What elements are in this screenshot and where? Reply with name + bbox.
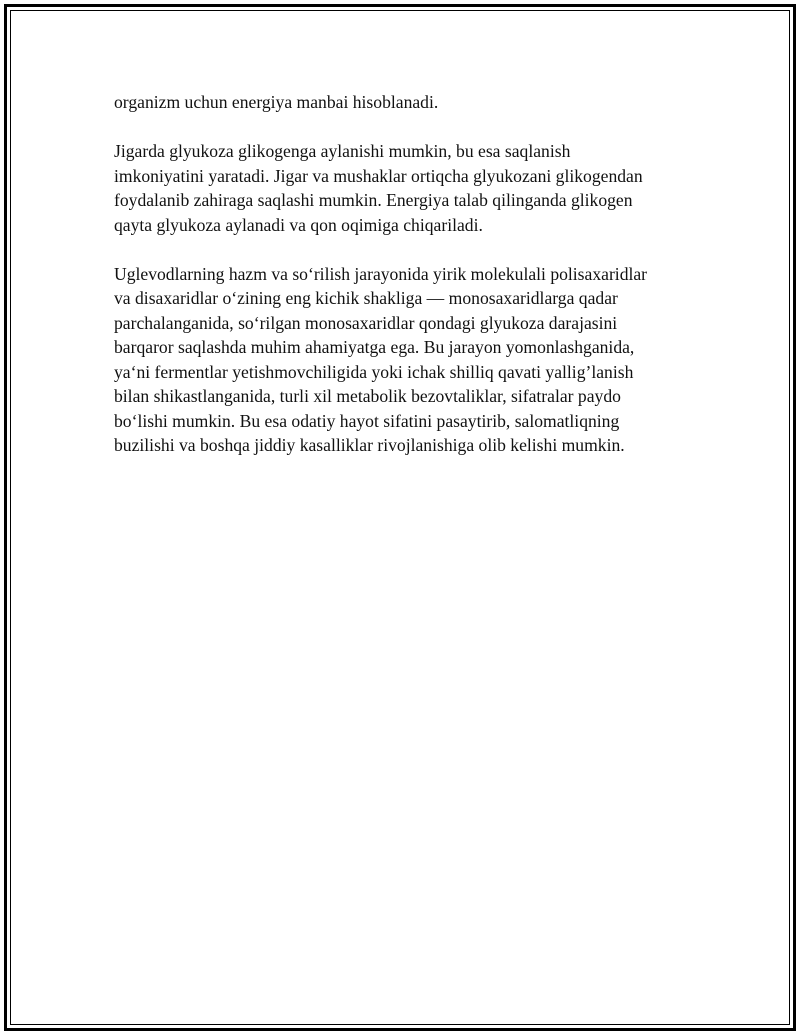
- text-line: organizm uchun energiya manbai hisoblanadi.: [114, 92, 439, 112]
- text-line: qayta glyukoza aylanadi va qon oqimiga chiqariladi.: [114, 214, 483, 235]
- text-line: va disaxaridlar o‘zining eng kichik shakliga — monosaxaridlarga qadar: [114, 288, 618, 308]
- text-line: imkoniyatini yaratadi. Jigar va mushaklar ortiqcha glyukozani glikogendan: [114, 165, 643, 186]
- text-line: Jigarda glyukoza glikogenga aylanishi mumkin, bu esa saqlanish: [114, 141, 571, 161]
- text-line: foydalanib zahiraga saqlashi mumkin. Energiya talab qilinganda glikogen: [114, 190, 633, 210]
- paragraph-2: [114, 139, 694, 237]
- text-line: bilan shikastlanganida, turli xil metabolik bezovtaliklar, sifatralar paydo: [114, 386, 621, 406]
- text-line: parchalanganida, so‘rilgan monosaxaridlar qondagi glyukoza darajasini: [114, 312, 618, 333]
- text-line: bo‘lishi mumkin. Bu esa odatiy hayot sifatini pasaytirib, salomatliqning: [114, 410, 620, 431]
- document-body: [114, 90, 694, 482]
- paragraph-3: [114, 262, 694, 458]
- text-line: barqaror saqlashda muhim ahamiyatga ega. Bu jarayon yomonlashganida,: [114, 337, 635, 357]
- text-line: ya‘ni fermentlar yetishmovchiligida yoki ichak shilliq qavati yallig’lanish: [114, 361, 634, 382]
- text-line: buzilishi va boshqa jiddiy kasalliklar rivojlanishiga olib kelishi mumkin.: [114, 435, 625, 455]
- paragraph-1: [114, 90, 694, 115]
- text-line: Uglevodlarning hazm va so‘rilish jarayonida yirik molekulali polisaxaridlar: [114, 263, 648, 284]
